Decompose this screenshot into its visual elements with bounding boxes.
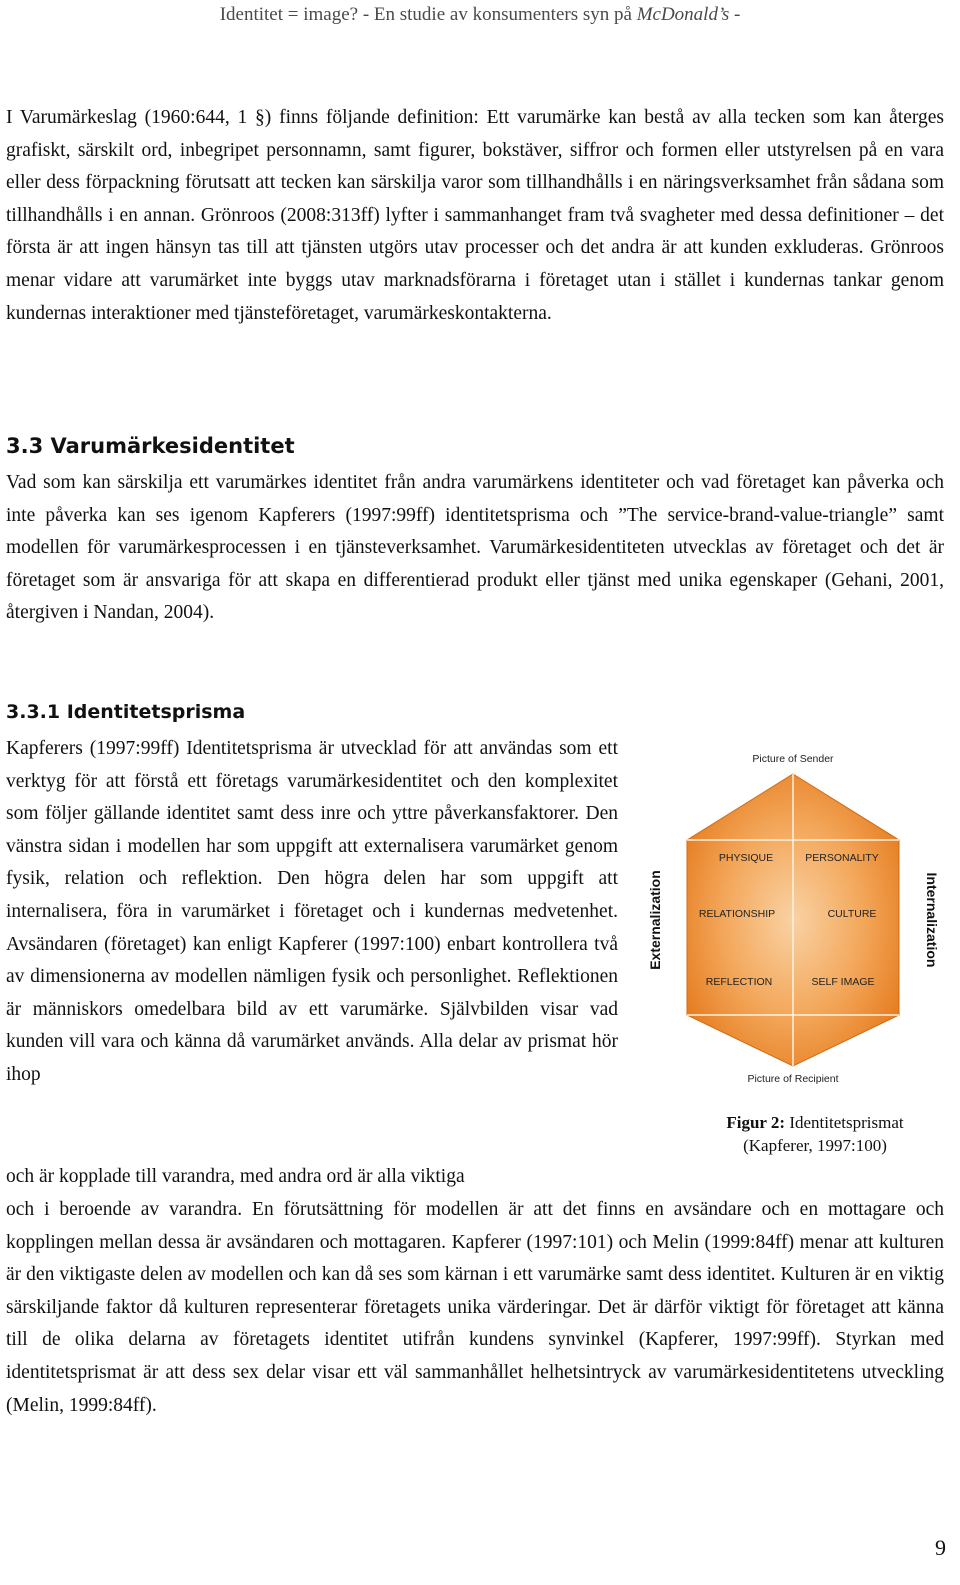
caption-text: Identitetsprismat [785,1113,904,1132]
paragraph-prism-culture: och i beroende av varandra. En förutsättning för modellen är att det finns en avsändare och en mottagare och kopplingen mellan dessa är avsändaren och mottagaren. Kapferer (1997:101) och Melin (1999:84ff) menar att kulturen är den viktigaste delen av modellen och kan då ses som kärnan i ett varumärke samt dess identitet. Kulturen är en viktig särskiljande faktor då kulturen representerar företagets unika värderingar. Det är därför viktigt för företaget att känna till de olika delarna av företagets identitet utifrån kundens synvinkel (Kapferer, 1997:99ff). Styrkan med identitetsprismat är att dess sex delar visar ett väl sammanhållet helhetsintryck av varumärkesidentitetens utveckling (Melin, 1999:84ff). [6,1199,944,1416]
label-externalization: Externalization [647,870,663,970]
caption-source: (Kapferer, 1997:100) [743,1136,887,1155]
paragraph-brand-identity: Vad som kan särskilja ett varumärkes identitet från andra varumärkens identiteter och vad företaget kan påverka och inte påverka kan ses igenom Kapferers (1997:99ff) identitetsprisma och ”The service-brand-value-triangle” samt modellen för varumärkesprocessen i en tjänsteverksamhet. Varumärkesidentiteten utvecklas av företaget och det är företaget som är ansvariga för att skapa en differentierad produkt eller tjänst med unika egenskaper (Gehani, 2001, återgiven i Nandan, 2004). [6,472,944,624]
label-picture-of-sender: Picture of Sender [752,753,834,765]
cell-culture: CULTURE [827,908,877,920]
header-title: Identitet = image? - En studie av konsumenters syn på [219,4,637,25]
label-picture-of-recipient: Picture of Recipient [747,1073,839,1085]
paragraph-identity-prism-intro: Kapferers (1997:99ff) Identitetsprisma är utvecklad för att användas som ett verktyg för att förstå ett företags varumärkesidentitet och den komplexitet som följer gällande identitet samt dess inre och yttre påverkansfaktorer. Den vänstra sidan i modellen har som uppgift att externalisera varumärket genom fysik, relation och reflektion. Den högra delen har som uppgift att internalisera, föra in varumärket i företaget och i kundernas medvetenhet. Avsändaren (företaget) kan enligt Kapferer (1997:100) enbart kontrollera två av dimensionerna av modellen nämligen fysik och personlighet. Reflektionen är människors omedelbara bild av ett varumärke. Självbilden visar vad kunden vill vara och känna då varumärket används. Alla delar av prismat hör ihop [6,738,618,1085]
running-header [0,4,960,26]
paragraph-prism-connected: och är kopplade till varandra, med andra ord är alla viktiga [6,1166,465,1187]
paragraph-trademark-definition: I Varumärkeslag (1960:644, 1 §) finns följande definition: Ett varumärke kan bestå av alla tecken som kan återges grafiskt, särskilt ord, inbegripet personnamn, samt figurer, bokstäver, siffror och formen eller utstyrelsen på en vara eller dess förpackning förutsatt att tecken kan särskilja varor som tillhandhålls i en näringsverksamhet från sådana som tillhandhålls i en annan. Grönroos (2008:313ff) lyfter i sammanhanget fram två svagheter med dessa definitioner – det första är att ingen hänsyn tas till att tjänsten utgörs utav processer och det andra är att kunden exkluderas. Grönroos menar vidare att varumärket inte byggs utav marknadsförarna i företaget utan i stället i kundernas tankar genom kundernas interaktioner med tjänsteföretaget, varumärkeskontakterna. [6,107,944,324]
label-internalization: Internalization [924,872,940,968]
cell-reflection: REFLECTION [705,976,773,988]
header-brand: McDonald’s - [636,4,741,25]
figure-caption [685,1111,945,1157]
page-number: 9 [935,1535,946,1560]
cell-relationship: RELATIONSHIP [698,908,776,920]
section-heading-3-3-1: 3.3.1 Identitetsprisma [6,701,246,723]
cell-self-image: SELF IMAGE [811,976,875,988]
identity-prism-diagram [643,748,945,1090]
identity-prism-figure [643,748,945,1090]
cell-physique: PHYSIQUE [718,852,774,864]
cell-personality: PERSONALITY [805,852,879,864]
section-heading-3-3: 3.3 Varumärkesidentitet [6,434,295,458]
caption-label: Figur 2: [726,1113,786,1132]
